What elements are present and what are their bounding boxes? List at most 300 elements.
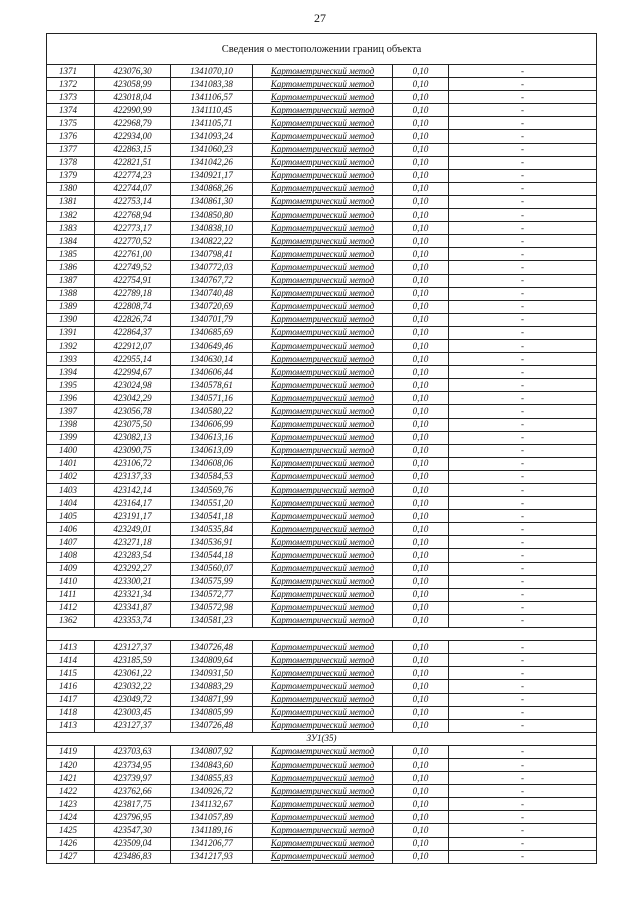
description-cell: - [449,209,597,222]
method-cell: Картометрический метод [253,523,393,536]
y-coordinate: 1340921,17 [171,169,253,182]
accuracy-cell: 0,10 [393,745,449,758]
description-cell: - [449,379,597,392]
table-row [47,418,597,431]
table-row [47,562,597,575]
y-coordinate: 1340861,30 [171,195,253,208]
x-coordinate: 423249,01 [95,523,171,536]
accuracy-cell: 0,10 [393,130,449,143]
description-cell: - [449,549,597,562]
x-coordinate: 423018,04 [95,91,171,104]
x-coordinate: 423042,29 [95,392,171,405]
method-cell: Картометрический метод [253,209,393,222]
point-number: 1376 [47,130,95,143]
accuracy-cell: 0,10 [393,497,449,510]
point-number: 1422 [47,785,95,798]
accuracy-cell: 0,10 [393,91,449,104]
method-cell: Картометрический метод [253,706,393,719]
table-row [47,235,597,248]
point-number: 1420 [47,758,95,771]
x-coordinate: 423090,75 [95,444,171,457]
method-cell: Картометрический метод [253,470,393,483]
table-row [47,641,597,654]
blank-cell [47,628,597,641]
y-coordinate: 1340613,16 [171,431,253,444]
table-row [47,457,597,470]
table-row [47,510,597,523]
method-cell: Картометрический метод [253,562,393,575]
point-number: 1412 [47,601,95,614]
accuracy-cell: 0,10 [393,575,449,588]
point-number: 1386 [47,261,95,274]
method-cell: Картометрический метод [253,484,393,497]
point-number: 1405 [47,510,95,523]
method-cell: Картометрический метод [253,65,393,78]
y-coordinate: 1340926,72 [171,785,253,798]
accuracy-cell: 0,10 [393,326,449,339]
method-cell: Картометрический метод [253,195,393,208]
accuracy-cell: 0,10 [393,850,449,863]
description-cell: - [449,837,597,850]
table-row [47,680,597,693]
description-cell: - [449,497,597,510]
description-cell: - [449,457,597,470]
y-coordinate: 1340535,84 [171,523,253,536]
point-number: 1409 [47,562,95,575]
description-cell: - [449,392,597,405]
accuracy-cell: 0,10 [393,641,449,654]
y-coordinate: 1340772,03 [171,261,253,274]
table-row [47,850,597,863]
method-cell: Картометрический метод [253,366,393,379]
point-number: 1426 [47,837,95,850]
method-cell: Картометрический метод [253,379,393,392]
description-cell: - [449,78,597,91]
y-coordinate: 1341083,38 [171,78,253,91]
x-coordinate: 422753,14 [95,195,171,208]
table-row [47,339,597,352]
method-cell: Картометрический метод [253,392,393,405]
accuracy-cell: 0,10 [393,510,449,523]
description-cell: - [449,326,597,339]
table-row [47,431,597,444]
x-coordinate: 423003,45 [95,706,171,719]
y-coordinate: 1341060,23 [171,143,253,156]
table-row [47,785,597,798]
point-number: 1372 [47,78,95,91]
y-coordinate: 1340809,64 [171,654,253,667]
point-number: 1388 [47,287,95,300]
table-row [47,654,597,667]
accuracy-cell: 0,10 [393,444,449,457]
accuracy-cell: 0,10 [393,248,449,261]
method-cell: Картометрический метод [253,313,393,326]
point-number: 1373 [47,91,95,104]
description-cell: - [449,104,597,117]
description-cell: - [449,470,597,483]
table-row [47,444,597,457]
y-coordinate: 1340701,79 [171,313,253,326]
y-coordinate: 1340630,14 [171,353,253,366]
x-coordinate: 423734,95 [95,758,171,771]
y-coordinate: 1340822,22 [171,235,253,248]
x-coordinate: 423292,27 [95,562,171,575]
description-cell: - [449,654,597,667]
point-number: 1407 [47,536,95,549]
y-coordinate: 1340850,80 [171,209,253,222]
point-number: 1396 [47,392,95,405]
method-cell: Картометрический метод [253,326,393,339]
y-coordinate: 1341206,77 [171,837,253,850]
accuracy-cell: 0,10 [393,65,449,78]
x-coordinate: 423817,75 [95,798,171,811]
description-cell: - [449,693,597,706]
description-cell: - [449,706,597,719]
x-coordinate: 422990,99 [95,104,171,117]
point-number: 1400 [47,444,95,457]
x-coordinate: 423271,18 [95,536,171,549]
table-row [47,261,597,274]
description-cell: - [449,222,597,235]
accuracy-cell: 0,10 [393,339,449,352]
x-coordinate: 422968,79 [95,117,171,130]
y-coordinate: 1340580,22 [171,405,253,418]
point-number: 1402 [47,470,95,483]
point-number: 1421 [47,772,95,785]
accuracy-cell: 0,10 [393,457,449,470]
table-row [47,300,597,313]
method-cell: Картометрический метод [253,798,393,811]
method-cell: Картометрический метод [253,405,393,418]
description-cell: - [449,772,597,785]
table-row [47,392,597,405]
accuracy-cell: 0,10 [393,235,449,248]
point-number: 1383 [47,222,95,235]
y-coordinate: 1340767,72 [171,274,253,287]
table-row [47,169,597,182]
x-coordinate: 423127,37 [95,641,171,654]
description-cell: - [449,523,597,536]
accuracy-cell: 0,10 [393,392,449,405]
point-number: 1410 [47,575,95,588]
description-cell: - [449,719,597,732]
x-coordinate: 422789,18 [95,287,171,300]
accuracy-cell: 0,10 [393,614,449,627]
x-coordinate: 423076,30 [95,65,171,78]
y-coordinate: 1340569,76 [171,484,253,497]
x-coordinate: 423056,78 [95,405,171,418]
y-coordinate: 1340868,26 [171,182,253,195]
y-coordinate: 1340606,44 [171,366,253,379]
table-row [47,353,597,366]
y-coordinate: 1341110,45 [171,104,253,117]
y-coordinate: 1341057,89 [171,811,253,824]
description-cell: - [449,169,597,182]
accuracy-cell: 0,10 [393,104,449,117]
x-coordinate: 423075,50 [95,418,171,431]
accuracy-cell: 0,10 [393,811,449,824]
table-title: Сведения о местоположении границ объекта [47,34,597,65]
method-cell: Картометрический метод [253,811,393,824]
table-row [47,536,597,549]
accuracy-cell: 0,10 [393,536,449,549]
point-number: 1375 [47,117,95,130]
table-row [47,195,597,208]
table-row [47,601,597,614]
table-row [47,549,597,562]
method-cell: Картометрический метод [253,601,393,614]
table-row [47,313,597,326]
description-cell: - [449,745,597,758]
point-number: 1424 [47,811,95,824]
section-heading-row [47,732,597,745]
point-number: 1391 [47,326,95,339]
method-cell: Картометрический метод [253,287,393,300]
table-row [47,117,597,130]
method-cell: Картометрический метод [253,78,393,91]
table-row [47,588,597,601]
x-coordinate: 422749,52 [95,261,171,274]
point-number: 1389 [47,300,95,313]
method-cell: Картометрический метод [253,693,393,706]
method-cell: Картометрический метод [253,104,393,117]
description-cell: - [449,680,597,693]
description-cell: - [449,248,597,261]
accuracy-cell: 0,10 [393,313,449,326]
table-row [47,693,597,706]
accuracy-cell: 0,10 [393,143,449,156]
y-coordinate: 1340572,98 [171,601,253,614]
method-cell: Картометрический метод [253,248,393,261]
point-number: 1393 [47,353,95,366]
table-row [47,667,597,680]
table-row [47,156,597,169]
accuracy-cell: 0,10 [393,366,449,379]
method-cell: Картометрический метод [253,418,393,431]
x-coordinate: 422808,74 [95,300,171,313]
y-coordinate: 1340575,99 [171,575,253,588]
x-coordinate: 423703,63 [95,745,171,758]
y-coordinate: 1340544,18 [171,549,253,562]
y-coordinate: 1341093,24 [171,130,253,143]
table-header-row [47,34,597,65]
x-coordinate: 423106,72 [95,457,171,470]
point-number: 1397 [47,405,95,418]
method-cell: Картометрический метод [253,588,393,601]
accuracy-cell: 0,10 [393,353,449,366]
boundary-table [46,33,597,864]
point-number: 1418 [47,706,95,719]
accuracy-cell: 0,10 [393,719,449,732]
x-coordinate: 422863,15 [95,143,171,156]
method-cell: Картометрический метод [253,719,393,732]
y-coordinate: 1340571,16 [171,392,253,405]
y-coordinate: 1340838,10 [171,222,253,235]
x-coordinate: 423127,37 [95,719,171,732]
point-number: 1387 [47,274,95,287]
description-cell: - [449,353,597,366]
method-cell: Картометрический метод [253,654,393,667]
table-row [47,274,597,287]
y-coordinate: 1340536,91 [171,536,253,549]
point-number: 1394 [47,366,95,379]
y-coordinate: 1340740,48 [171,287,253,300]
description-cell: - [449,130,597,143]
description-cell: - [449,339,597,352]
description-cell: - [449,405,597,418]
point-number: 1401 [47,457,95,470]
y-coordinate: 1341106,57 [171,91,253,104]
table-row [47,287,597,300]
method-cell: Картометрический метод [253,169,393,182]
accuracy-cell: 0,10 [393,549,449,562]
x-coordinate: 423032,22 [95,680,171,693]
table-row [47,470,597,483]
x-coordinate: 422773,17 [95,222,171,235]
accuracy-cell: 0,10 [393,693,449,706]
table-row [47,130,597,143]
accuracy-cell: 0,10 [393,601,449,614]
x-coordinate: 422761,00 [95,248,171,261]
x-coordinate: 422955,14 [95,353,171,366]
table-row [47,182,597,195]
table-row [47,706,597,719]
description-cell: - [449,156,597,169]
description-cell: - [449,235,597,248]
y-coordinate: 1340584,53 [171,470,253,483]
x-coordinate: 423137,33 [95,470,171,483]
accuracy-cell: 0,10 [393,706,449,719]
method-cell: Картометрический метод [253,457,393,470]
description-cell: - [449,562,597,575]
x-coordinate: 423142,14 [95,484,171,497]
description-cell: - [449,261,597,274]
description-cell: - [449,431,597,444]
method-cell: Картометрический метод [253,130,393,143]
accuracy-cell: 0,10 [393,78,449,91]
y-coordinate: 1341042,26 [171,156,253,169]
accuracy-cell: 0,10 [393,680,449,693]
section-heading: ЗУ1(35) [47,732,597,745]
description-cell: - [449,798,597,811]
method-cell: Картометрический метод [253,785,393,798]
accuracy-cell: 0,10 [393,169,449,182]
method-cell: Картометрический метод [253,261,393,274]
method-cell: Картометрический метод [253,614,393,627]
description-cell: - [449,510,597,523]
point-number: 1419 [47,745,95,758]
x-coordinate: 423739,97 [95,772,171,785]
y-coordinate: 1340606,99 [171,418,253,431]
table-row [47,811,597,824]
method-cell: Картометрический метод [253,182,393,195]
x-coordinate: 422754,91 [95,274,171,287]
y-coordinate: 1341105,71 [171,117,253,130]
method-cell: Картометрический метод [253,772,393,785]
table-row [47,484,597,497]
y-coordinate: 1341217,93 [171,850,253,863]
description-cell: - [449,287,597,300]
y-coordinate: 1340883,29 [171,680,253,693]
table-row [47,143,597,156]
x-coordinate: 423049,72 [95,693,171,706]
x-coordinate: 423486,83 [95,850,171,863]
description-cell: - [449,143,597,156]
accuracy-cell: 0,10 [393,824,449,837]
method-cell: Картометрический метод [253,156,393,169]
point-number: 1411 [47,588,95,601]
point-number: 1427 [47,850,95,863]
description-cell: - [449,667,597,680]
method-cell: Картометрический метод [253,680,393,693]
y-coordinate: 1340613,09 [171,444,253,457]
description-cell: - [449,811,597,824]
accuracy-cell: 0,10 [393,470,449,483]
x-coordinate: 423353,74 [95,614,171,627]
table-row [47,745,597,758]
table-row [47,222,597,235]
method-cell: Картометрический метод [253,444,393,457]
table-row [47,798,597,811]
y-coordinate: 1340581,23 [171,614,253,627]
description-cell: - [449,824,597,837]
x-coordinate: 423058,99 [95,78,171,91]
point-number: 1423 [47,798,95,811]
y-coordinate: 1340798,41 [171,248,253,261]
point-number: 1414 [47,654,95,667]
accuracy-cell: 0,10 [393,274,449,287]
table-row [47,497,597,510]
description-cell: - [449,601,597,614]
method-cell: Картометрический метод [253,117,393,130]
point-number: 1392 [47,339,95,352]
description-cell: - [449,484,597,497]
page-number: 27 [314,11,326,25]
point-number: 1406 [47,523,95,536]
x-coordinate: 423185,59 [95,654,171,667]
table-row [47,326,597,339]
y-coordinate: 1340805,99 [171,706,253,719]
y-coordinate: 1341132,67 [171,798,253,811]
x-coordinate: 422768,94 [95,209,171,222]
point-number: 1374 [47,104,95,117]
description-cell: - [449,850,597,863]
description-cell: - [449,575,597,588]
y-coordinate: 1340608,06 [171,457,253,470]
accuracy-cell: 0,10 [393,562,449,575]
table-row [47,248,597,261]
table-row [47,104,597,117]
description-cell: - [449,65,597,78]
description-cell: - [449,418,597,431]
x-coordinate: 422774,23 [95,169,171,182]
point-number: 1384 [47,235,95,248]
point-number: 1408 [47,549,95,562]
point-number: 1385 [47,248,95,261]
table-row [47,91,597,104]
description-cell: - [449,300,597,313]
accuracy-cell: 0,10 [393,758,449,771]
accuracy-cell: 0,10 [393,195,449,208]
point-number: 1399 [47,431,95,444]
method-cell: Картометрический метод [253,824,393,837]
table-row [47,366,597,379]
point-number: 1404 [47,497,95,510]
point-number: 1416 [47,680,95,693]
x-coordinate: 422994,67 [95,366,171,379]
point-number: 1380 [47,182,95,195]
x-coordinate: 422912,07 [95,339,171,352]
